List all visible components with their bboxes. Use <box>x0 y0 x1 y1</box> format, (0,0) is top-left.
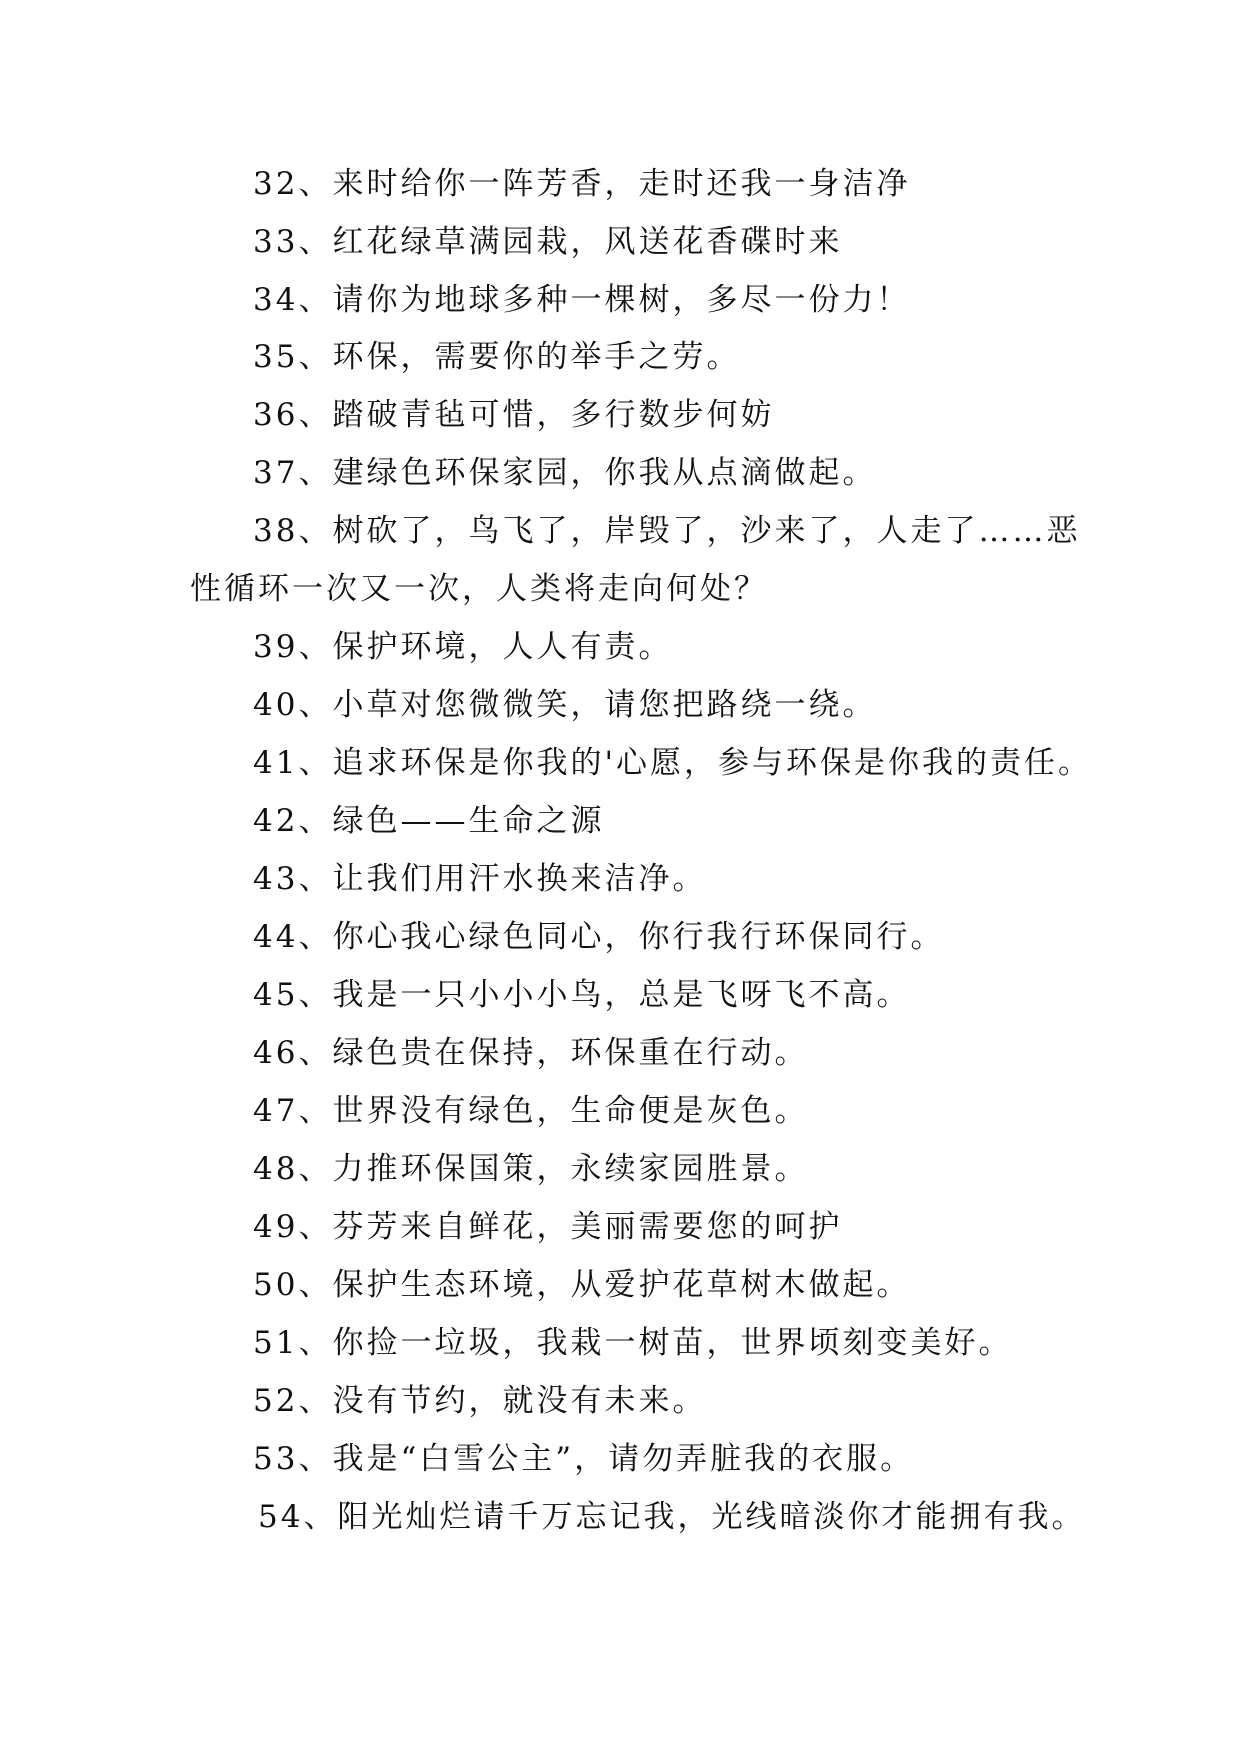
slogan-line-50: 50、保护生态环境，从爱护花草树木做起。 <box>253 1267 911 1303</box>
slogan-line-33: 33、红花绿草满园栽，风送花香碟时来 <box>253 224 843 260</box>
slogan-line-38: 38、树砍了，鸟飞了，岸毁了，沙来了，人走了……恶 <box>253 513 1081 549</box>
slogan-line-54: 54、阳光灿烂请千万忘记我，光线暗淡你才能拥有我。 <box>258 1499 1086 1535</box>
slogan-line-43: 43、让我们用汗水换来洁净。 <box>253 861 707 897</box>
slogan-line-42: 42、绿色——生命之源 <box>253 803 605 839</box>
slogan-line-34: 34、请你为地球多种一棵树，多尽一份力！ <box>253 282 911 318</box>
slogan-line-47: 47、世界没有绿色，生命便是灰色。 <box>253 1093 809 1129</box>
slogan-line-36: 36、踏破青毡可惜，多行数步何妨 <box>253 397 775 433</box>
slogan-line-41: 41、追求环保是你我的'心愿，参与环保是你我的责任。 <box>253 745 1092 781</box>
slogan-line-44: 44、你心我心绿色同心，你行我行环保同行。 <box>253 919 945 955</box>
slogan-line-46: 46、绿色贵在保持，环保重在行动。 <box>253 1035 809 1071</box>
slogan-line-35: 35、环保，需要你的举手之劳。 <box>253 339 741 375</box>
slogan-line-45: 45、我是一只小小小鸟，总是飞呀飞不高。 <box>253 977 911 1013</box>
slogan-line-53: 53、我是“白雪公主”，请勿弄脏我的衣服。 <box>253 1441 915 1477</box>
slogan-line-40: 40、小草对您微微笑，请您把路绕一绕。 <box>253 687 877 723</box>
slogan-line-48: 48、力推环保国策，永续家园胜景。 <box>253 1151 809 1187</box>
slogan-line-39: 39、保护环境，人人有责。 <box>253 629 673 665</box>
slogan-line-32: 32、来时给你一阵芳香，走时还我一身洁净 <box>253 166 911 202</box>
slogan-line-49: 49、芬芳来自鲜花，美丽需要您的呵护 <box>253 1209 843 1245</box>
slogan-line-52: 52、没有节约，就没有未来。 <box>253 1383 707 1419</box>
slogan-line-51: 51、你捡一垃圾，我栽一树苗，世界顷刻变美好。 <box>253 1325 1013 1361</box>
slogan-line-37: 37、建绿色环保家园，你我从点滴做起。 <box>253 455 877 491</box>
slogan-line-38-continued: 性循环一次又一次，人类将走向何处？ <box>190 571 768 607</box>
